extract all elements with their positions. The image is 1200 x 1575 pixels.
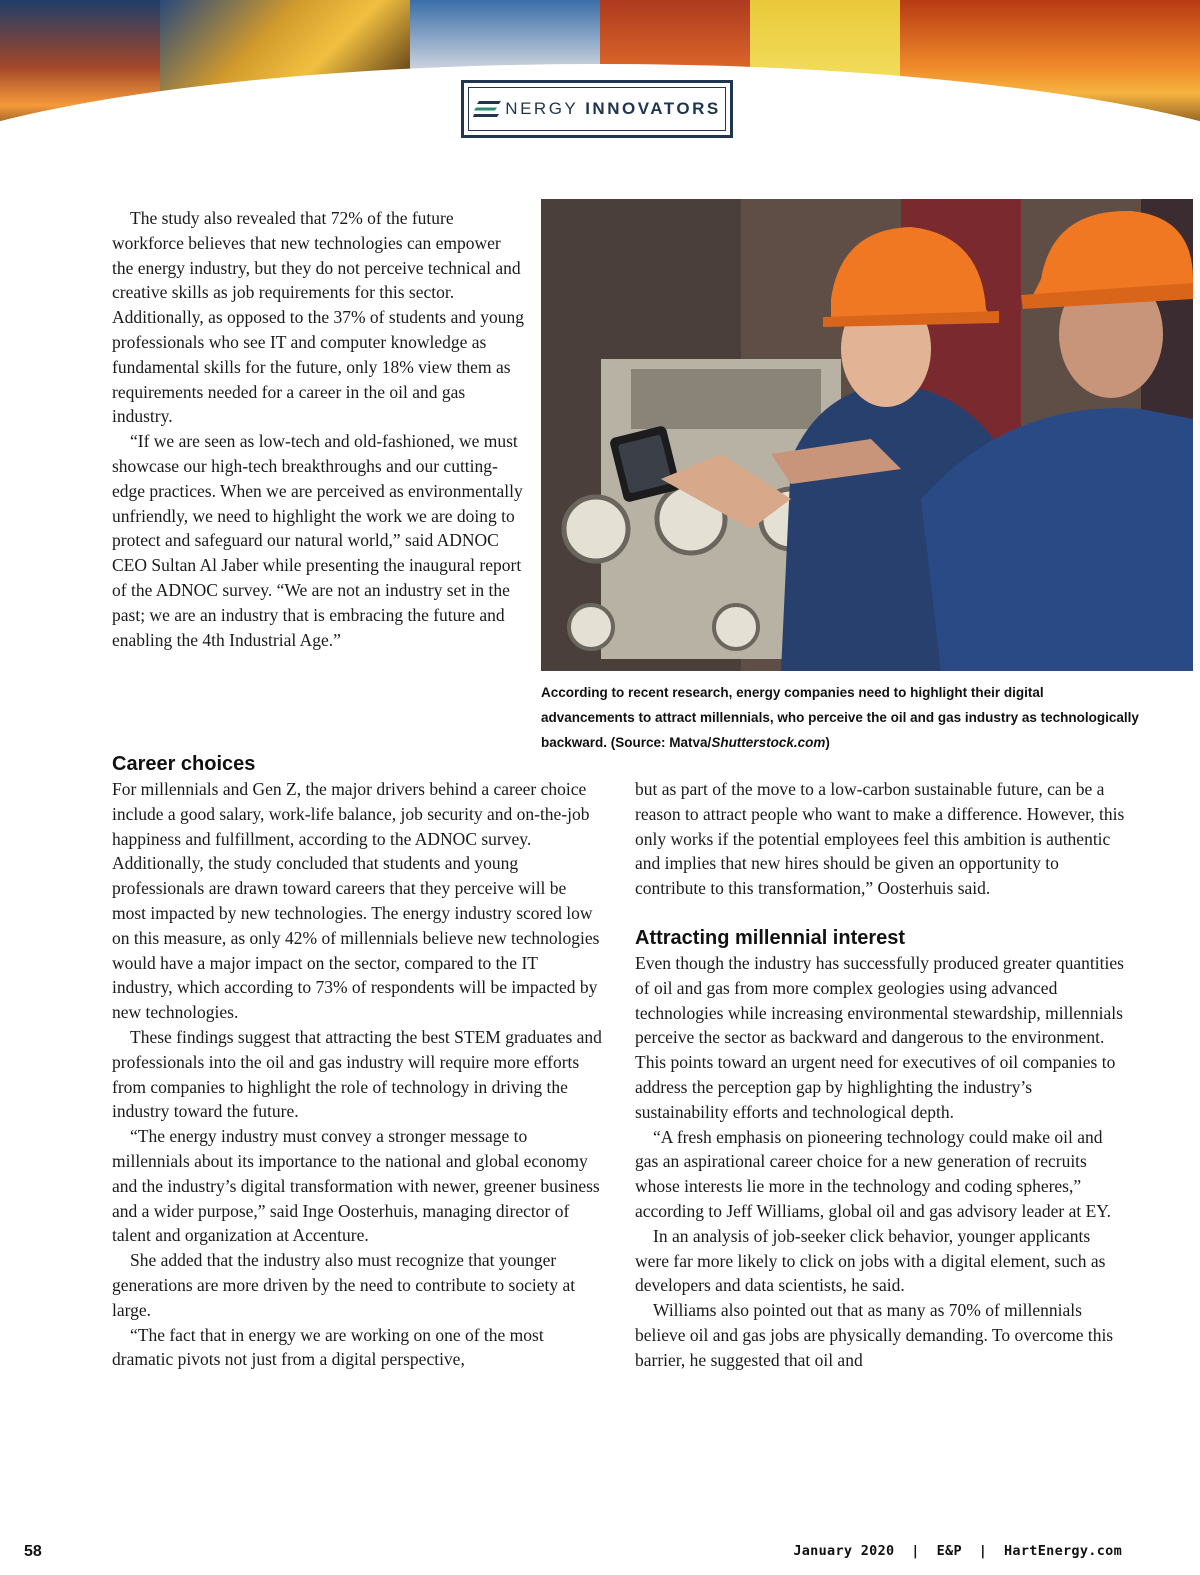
career-choices-column	[112, 777, 602, 1372]
article-photo	[541, 199, 1193, 671]
caption-end: )	[825, 735, 830, 750]
intro-column	[112, 206, 524, 652]
section-spacer	[635, 901, 1125, 925]
millennial-paragraph-3: In an analysis of job-seeker click behavior, younger applicants were far more likely to click on jobs with a digital element, such as developers and data scientists, he said.	[635, 1225, 1106, 1296]
section-logo	[461, 80, 733, 138]
logo-bold: INNOVATORS	[585, 99, 721, 118]
logo-text	[505, 99, 720, 119]
career-paragraph-1: For millennials and Gen Z, the major drivers behind a career choice include a good salary, work-life balance, job security and on-the-job happiness and fulfillment, according to the ADNOC survey. Additionally, the study concluded that students and young professionals are drawn toward careers that they perceive will be most impacted by new technologies. The energy industry scored low on this measure, as only 42% of millennials believe new technologies would have a major impact on the sector, compared to the IT industry, which according to 73% of respondents will be impacted by new technologies.	[112, 779, 600, 1023]
logo-prefix: NERGY	[505, 99, 578, 118]
header-banner	[0, 0, 1200, 160]
career-continued-paragraph: but as part of the move to a low-carbon sustainable future, can be a reason to attract people who want to make a difference. However, this only works if the potential employees feel this ambition is authentic and implies that new hires should be given an opportunity to contribute to this transformation,” Oosterhuis said.	[635, 779, 1125, 899]
publication-footer: January 2020 | E&P | HartEnergy.com	[793, 1543, 1122, 1559]
right-column	[635, 777, 1125, 1373]
heading-career-choices: Career choices	[112, 753, 256, 775]
heading-attracting-millennial-interest: Attracting millennial interest	[635, 926, 906, 949]
career-paragraph-2: These findings suggest that attracting the best STEM graduates and professionals into the oil and gas industry will require more efforts from companies to highlight the role of technology in driving the industry toward the future.	[112, 1026, 602, 1122]
intro-paragraph-2: “If we are seen as low-tech and old-fashioned, we must showcase our high-tech breakthroughs and our cutting-edge practices. When we are perceived as environmentally unfriendly, we need to highlight the work we are doing to protect and safeguard our natural world,” said ADNOC CEO Sultan Al Jaber while presenting the inaugural report of the ADNOC survey. “We are not an industry set in the past; we are an industry that is embracing the future and enabling the 4th Industrial Age.”	[112, 431, 523, 650]
millennial-paragraph-1: Even though the industry has successfully produced greater quantities of oil and gas from more complex geologies using advanced technologies while increasing environmental stewardship, millennials perceive the sector as backward and dangerous to the environment. This points toward an urgent need for executives of oil companies to address the perception gap by highlighting the industry’s sustainability efforts and technological depth.	[635, 952, 1124, 1122]
millennial-paragraph-4: Williams also pointed out that as many as 70% of millennials believe oil and gas jobs are physically demanding. To overcome this barrier, he suggested that oil and	[635, 1300, 1114, 1370]
intro-paragraph-1: The study also revealed that 72% of the future workforce believes that new technologies can empower the energy industry, but they do not perceive technical and creative skills as job requirements for this sector. Additionally, as opposed to the 37% of students and young professionals who see IT and computer knowledge as fundamental skills for the future, only 18% view them as requirements needed for a career in the oil and gas industry.	[112, 208, 525, 427]
millennial-paragraph-2: “A fresh emphasis on pioneering technology could make oil and gas an aspirational career choice for a new generation of recruits whose interests lie more in the technology and coding spheres,” according to Jeff Williams, global oil and gas advisory leader at EY.	[635, 1126, 1112, 1221]
career-paragraph-5: “The fact that in energy we are working on one of the most dramatic pivots not just from a digital perspective,	[112, 1324, 544, 1370]
caption-text: According to recent research, energy companies need to highlight their digital advancements to attract millennials, who perceive the oil and gas industry as technologically backward. (Source: Matva/	[541, 685, 1139, 750]
page-number: 58	[24, 1543, 42, 1560]
energy-e-icon	[473, 98, 503, 120]
caption-source: Shutterstock.com	[711, 735, 826, 750]
photo-caption	[541, 680, 1141, 755]
career-paragraph-3: “The energy industry must convey a stronger message to millennials about its importance to the national and global economy and the industry’s digital transformation with newer, greener business and a wider purpose,” said Inge Oosterhuis, managing director of talent and organization at Accenture.	[112, 1126, 600, 1246]
career-paragraph-4: She added that the industry also must recognize that younger generations are more driven by the need to contribute to society at large.	[112, 1250, 576, 1320]
